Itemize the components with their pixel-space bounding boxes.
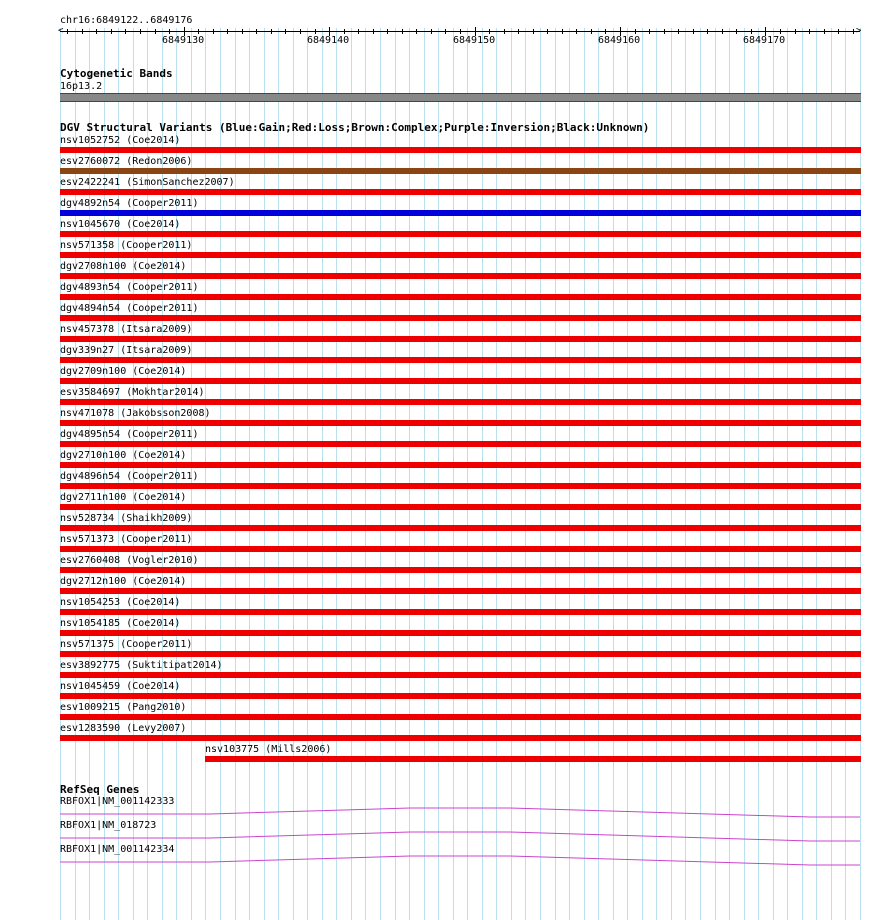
ruler-minor-tick (635, 29, 636, 34)
ruler-minor-tick (547, 29, 548, 34)
ruler-minor-tick (722, 29, 723, 34)
dgv-variant-bar-loss[interactable] (60, 567, 861, 573)
ruler-left-arrow-icon: < (58, 26, 64, 36)
dgv-variant-label[interactable]: nsv471078 (Jakobsson2008) (60, 408, 211, 419)
dgv-variant-label[interactable]: dgv2708n100 (Coe2014) (60, 261, 187, 272)
ruler-minor-tick (489, 29, 490, 34)
ruler-minor-tick (256, 29, 257, 34)
ruler-minor-tick (387, 29, 388, 34)
ruler-minor-tick (605, 29, 606, 34)
ruler-minor-tick (198, 29, 199, 34)
dgv-variant-bar-loss[interactable] (60, 189, 861, 195)
dgv-variant-bar-loss[interactable] (60, 693, 861, 699)
ruler-minor-tick (416, 29, 417, 34)
ruler-minor-tick (649, 29, 650, 34)
dgv-variant-bar-loss[interactable] (60, 441, 861, 447)
ruler-tick-label: 6849130 (162, 35, 205, 46)
dgv-variant-label[interactable]: dgv2711n100 (Coe2014) (60, 492, 187, 503)
dgv-variant-label[interactable]: nsv1052752 (Coe2014) (60, 135, 181, 146)
ruler-tick-label: 6849160 (598, 35, 641, 46)
dgv-variant-bar-loss[interactable] (60, 336, 861, 342)
dgv-variant-label[interactable]: nsv571375 (Cooper2011) (60, 639, 193, 650)
ruler-minor-tick (533, 29, 534, 34)
dgv-variant-label[interactable]: dgv4893n54 (Cooper2011) (60, 282, 199, 293)
dgv-variant-bar-loss[interactable] (60, 294, 861, 300)
dgv-variant-bar-loss[interactable] (60, 630, 861, 636)
ruler-minor-tick (445, 29, 446, 34)
ruler-minor-tick (562, 29, 563, 34)
dgv-variant-label[interactable]: dgv4896n54 (Cooper2011) (60, 471, 199, 482)
dgv-variant-bar-loss[interactable] (60, 714, 861, 720)
dgv-variant-bar-loss[interactable] (205, 756, 861, 762)
ruler-tick-label: 6849150 (453, 35, 496, 46)
ruler-minor-tick (344, 29, 345, 34)
dgv-variant-bar-loss[interactable] (60, 546, 861, 552)
dgv-variant-label[interactable]: nsv1045670 (Coe2014) (60, 219, 181, 230)
cytoband-bar[interactable] (60, 93, 861, 102)
ruler-minor-tick (315, 29, 316, 34)
dgv-variant-bar-loss[interactable] (60, 504, 861, 510)
ruler-minor-tick (504, 29, 505, 34)
ruler-minor-tick (402, 29, 403, 34)
dgv-variant-label[interactable]: nsv571373 (Cooper2011) (60, 534, 193, 545)
ruler-minor-tick (285, 29, 286, 34)
dgv-variant-bar-loss[interactable] (60, 609, 861, 615)
dgv-variant-bar-loss[interactable] (60, 378, 861, 384)
dgv-variant-bar-loss[interactable] (60, 672, 861, 678)
ruler-right-arrow-icon: > (856, 26, 862, 36)
refseq-gene-intron-line[interactable] (0, 802, 890, 822)
ruler-minor-tick (678, 29, 679, 34)
ruler-minor-tick (227, 29, 228, 34)
ruler-minor-tick (96, 29, 97, 34)
dgv-variant-label[interactable]: esv2760072 (Redon2006) (60, 156, 193, 167)
refseq-gene-intron-line[interactable] (0, 826, 890, 846)
dgv-variant-bar-loss[interactable] (60, 525, 861, 531)
ruler-minor-tick (67, 29, 68, 34)
dgv-variant-label[interactable]: nsv457378 (Itsara2009) (60, 324, 193, 335)
dgv-variant-label[interactable]: esv3584697 (Mokhtar2014) (60, 387, 205, 398)
dgv-variant-label[interactable]: dgv339n27 (Itsara2009) (60, 345, 193, 356)
dgv-variant-label[interactable]: dgv4895n54 (Cooper2011) (60, 429, 199, 440)
ruler-minor-tick (242, 29, 243, 34)
ruler-minor-tick (809, 29, 810, 34)
ruler-minor-tick (664, 29, 665, 34)
ruler-minor-tick (213, 29, 214, 34)
dgv-variant-label[interactable]: nsv571358 (Cooper2011) (60, 240, 193, 251)
dgv-variant-bar-loss[interactable] (60, 147, 861, 153)
ruler-minor-tick (795, 29, 796, 34)
refseq-track-title: RefSeq Genes (60, 783, 140, 796)
ruler-minor-tick (576, 29, 577, 34)
ruler-minor-tick (824, 29, 825, 34)
ruler-tick-label: 6849140 (307, 35, 350, 46)
ruler-minor-tick (373, 29, 374, 34)
cytoband-label[interactable]: 16p13.2 (60, 81, 103, 92)
ruler-minor-tick (853, 29, 854, 34)
ruler-minor-tick (780, 29, 781, 34)
dgv-variant-label[interactable]: esv2422241 (SimonSanchez2007) (60, 177, 235, 188)
dgv-variant-label[interactable]: esv1283590 (Levy2007) (60, 723, 187, 734)
dgv-variant-label[interactable]: esv1009215 (Pang2010) (60, 702, 187, 713)
dgv-variant-bar-loss[interactable] (60, 735, 861, 741)
ruler-minor-tick (111, 29, 112, 34)
dgv-variant-bar-loss[interactable] (60, 399, 861, 405)
ruler-minor-tick (271, 29, 272, 34)
dgv-variant-label[interactable]: esv3892775 (Suktitipat2014) (60, 660, 223, 671)
dgv-variant-bar-loss[interactable] (60, 231, 861, 237)
dgv-variant-label[interactable]: nsv1054253 (Coe2014) (60, 597, 181, 608)
dgv-variant-label[interactable]: nsv1054185 (Coe2014) (60, 618, 181, 629)
ruler-minor-tick (155, 29, 156, 34)
ruler-tick-label: 6849170 (743, 35, 786, 46)
ruler-minor-tick (300, 29, 301, 34)
ruler-minor-tick (838, 29, 839, 34)
ruler-minor-tick (518, 29, 519, 34)
dgv-variant-bar-loss[interactable] (60, 588, 861, 594)
dgv-variant-bar-complex[interactable] (60, 168, 861, 174)
dgv-variant-bar-loss[interactable] (60, 273, 861, 279)
ruler-minor-tick (591, 29, 592, 34)
dgv-variant-label[interactable]: nsv103775 (Mills2006) (205, 744, 332, 755)
ruler-minor-tick (358, 29, 359, 34)
dgv-variant-bar-loss[interactable] (60, 420, 861, 426)
ruler-minor-tick (707, 29, 708, 34)
dgv-variant-label[interactable]: nsv1045459 (Coe2014) (60, 681, 181, 692)
ruler-minor-tick (169, 29, 170, 34)
dgv-variant-bar-loss[interactable] (60, 357, 861, 363)
ruler-minor-tick (693, 29, 694, 34)
refseq-gene-label[interactable]: RBFOX1|NM_018723 (60, 820, 157, 831)
ruler-minor-tick (140, 29, 141, 34)
ruler-minor-tick (82, 29, 83, 34)
dgv-variant-bar-gain[interactable] (60, 210, 861, 216)
dgv-variant-bar-loss[interactable] (60, 483, 861, 489)
dgv-variant-label[interactable]: dgv4894n54 (Cooper2011) (60, 303, 199, 314)
dgv-variant-bar-loss[interactable] (60, 651, 861, 657)
dgv-variant-label[interactable]: nsv528734 (Shaikh2009) (60, 513, 193, 524)
cytoband-track-title: Cytogenetic Bands (60, 67, 173, 80)
dgv-variant-label[interactable]: dgv4892n54 (Cooper2011) (60, 198, 199, 209)
refseq-gene-label[interactable]: RBFOX1|NM_001142334 (60, 844, 175, 855)
dgv-variant-bar-loss[interactable] (60, 252, 861, 258)
refseq-gene-intron-line[interactable] (0, 850, 890, 870)
ruler-minor-tick (460, 29, 461, 34)
dgv-variant-label[interactable]: dgv2709n100 (Coe2014) (60, 366, 187, 377)
refseq-gene-label[interactable]: RBFOX1|NM_001142333 (60, 796, 175, 807)
ruler-coordinates: chr16:6849122..6849176 (60, 15, 193, 26)
ruler-minor-tick (125, 29, 126, 34)
ruler-minor-tick (751, 29, 752, 34)
dgv-variant-bar-loss[interactable] (60, 315, 861, 321)
ruler-minor-tick (431, 29, 432, 34)
dgv-variant-bar-loss[interactable] (60, 462, 861, 468)
dgv-variant-label[interactable]: dgv2710n100 (Coe2014) (60, 450, 187, 461)
dgv-variant-label[interactable]: esv2760408 (Vogler2010) (60, 555, 199, 566)
ruler-minor-tick (736, 29, 737, 34)
dgv-track-title: DGV Structural Variants (Blue:Gain;Red:Loss;Brown:Complex;Purple:Inversion;Black:Unknown) (60, 121, 650, 134)
dgv-variant-label[interactable]: dgv2712n100 (Coe2014) (60, 576, 187, 587)
